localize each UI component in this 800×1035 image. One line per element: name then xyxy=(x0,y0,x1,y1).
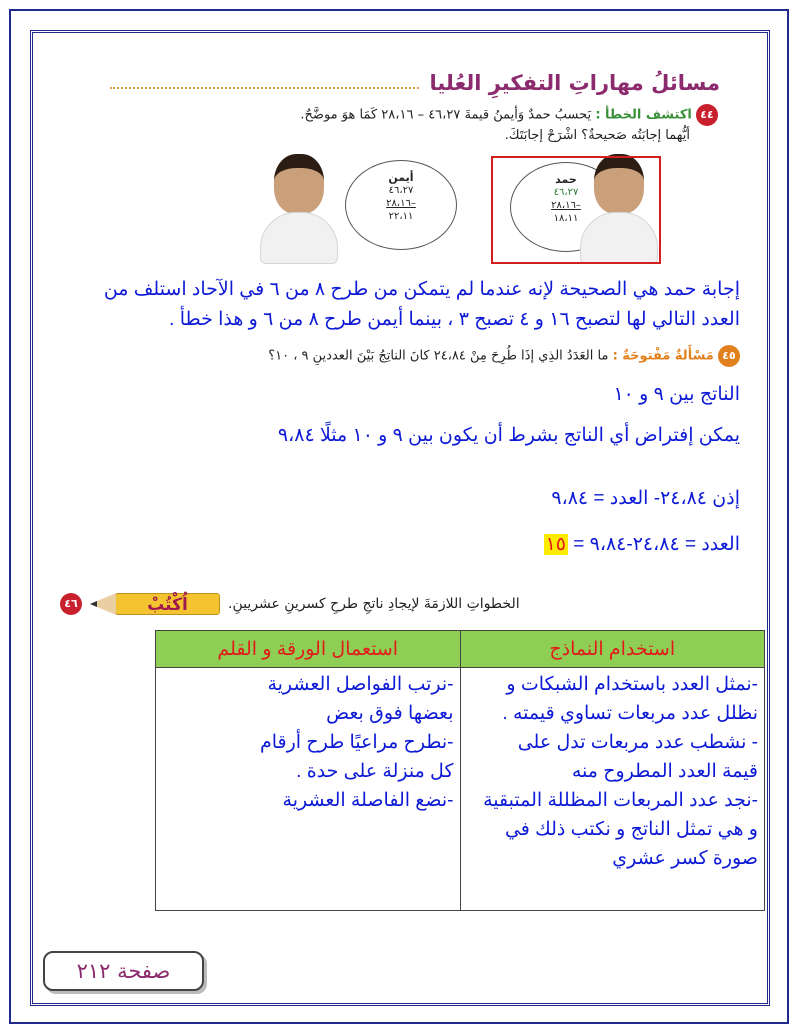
cell-line: قيمة العدد المطروح منه xyxy=(571,761,758,782)
cell-line: صورة كسر عشري xyxy=(612,848,758,869)
cell-line: و هي تمثل الناتج و نكتب ذلك في xyxy=(504,819,758,840)
question-text-2: أيُّهما إجابَتُه صَحيحةٌ؟ اشْرَحْ إجابَتَكَ. xyxy=(504,128,690,143)
pencil-lead xyxy=(90,601,97,607)
ayman-speech-bubble xyxy=(345,160,457,250)
question-text: ما العَدَدُ الذِي إذَا طُرِحَ مِنْ ٢٤،٨٤ كانَ الناتِجُ بَيْنَ العددينِ ٩ ، ١٠؟ xyxy=(268,348,609,364)
cell-line: -نطرح مراعيًا طرح أرقام xyxy=(259,732,454,753)
answer-44-line2: العدد التالي لها لتصبح ١٦ و ٤ تصبح ٣ ، بينما أيمن طرح ٨ من ٦ و هذا خطأ . xyxy=(169,309,740,330)
cell-line: -نجد عدد المربعات المظللة المتبقية xyxy=(483,790,758,811)
ayman-photo xyxy=(260,154,338,264)
question-label: اكتشف الخطأ : xyxy=(595,107,692,123)
table-cell-models xyxy=(460,668,765,911)
hamad-line2: ٢٨،١٦– xyxy=(551,200,581,211)
answer-45-line2: يمكن إفتراض أي الناتج بشرط أن يكون بين ٩ و ١٠ مثلًا ٩،٨٤ xyxy=(277,425,740,446)
question-46 xyxy=(60,586,740,622)
answer-44-line1: إجابة حمد هي الصحيحة لإنه عندما لم يتمكن من طرح ٨ من ٦ في الآحاد استلف من xyxy=(103,279,740,300)
question-text: الخطواتِ اللازمَةَ لإيجادِ ناتجِ طرحِ كسرينِ عشريينِ. xyxy=(228,595,520,612)
ayman-line2: ٢٨،١٦– xyxy=(386,198,416,209)
hamad-line1: ٤٦،٢٧ xyxy=(553,187,579,198)
answer-45-equation: العدد = ٢٤،٨٤-٩،٨٤ = xyxy=(567,534,740,555)
write-label: اُكْتُبْ xyxy=(115,593,220,615)
question-45 xyxy=(60,345,740,367)
answer-44 xyxy=(60,275,740,335)
steps-table xyxy=(155,630,765,911)
answer-45-line4 xyxy=(60,533,740,561)
question-number-badge: ٤٥ xyxy=(718,345,740,367)
cell-line: -نرتب الفواصل العشرية xyxy=(267,674,454,695)
correct-answer-highlight-box xyxy=(491,156,661,264)
ayman-name: أيمن xyxy=(388,171,414,184)
question-label: مَسْأَلةٌ مَفْتوحَةٌ : xyxy=(612,348,714,364)
boy-body xyxy=(260,212,338,264)
answer-45-line3: إذن ٢٤،٨٤- العدد = ٩،٨٤ xyxy=(551,488,740,509)
question-text: يَحسبُ حمدٌ وَأيمنُ قيمةَ ٤٦،٢٧ – ٢٨،١٦ كَمَا هوَ موضَّحٌ. xyxy=(300,107,592,123)
table-row xyxy=(156,668,765,911)
table-cell-paper-pencil xyxy=(156,668,461,911)
cell-line: - نشطب عدد مربعات تدل على xyxy=(517,732,758,753)
cell-line: -نمثل العدد باستخدام الشبكات و xyxy=(506,674,758,695)
ayman-line1: ٤٦،٢٧ xyxy=(388,185,414,196)
pencil-icon xyxy=(90,590,220,618)
cell-line: -نضع الفاصلة العشرية xyxy=(282,790,454,811)
answer-45-result: ١٥ xyxy=(545,534,566,555)
question-44 xyxy=(98,104,718,145)
section-title: مسائلُ مهاراتِ التفكيرِ العُليا xyxy=(429,71,720,95)
hamad-line3: ١٨،١١ xyxy=(553,213,579,224)
table-header-row xyxy=(156,631,765,668)
table-header-paper-pencil: استعمال الورقة و القلم xyxy=(156,631,461,668)
header-dotted-rule xyxy=(110,77,419,89)
page-number-badge: صفحة ٢١٢ xyxy=(43,951,204,991)
cell-line: بعضها فوق بعض xyxy=(326,703,454,724)
table-header-models: استخدام النماذج xyxy=(460,631,765,668)
illustration xyxy=(250,148,660,266)
question-number-badge: ٤٤ xyxy=(696,104,718,126)
cell-line: نظلل عدد مربعات تساوي قيمته . xyxy=(502,703,758,724)
section-header xyxy=(100,68,720,98)
question-number-badge: ٤٦ xyxy=(60,593,82,615)
answer-45-line1: الناتج بين ٩ و ١٠ xyxy=(613,384,740,405)
ayman-line3: ٢٢،١١ xyxy=(388,211,414,222)
cell-line: كل منزلة على حدة . xyxy=(296,761,454,782)
boy-head xyxy=(274,154,324,214)
hamad-name: حمد xyxy=(555,173,577,186)
